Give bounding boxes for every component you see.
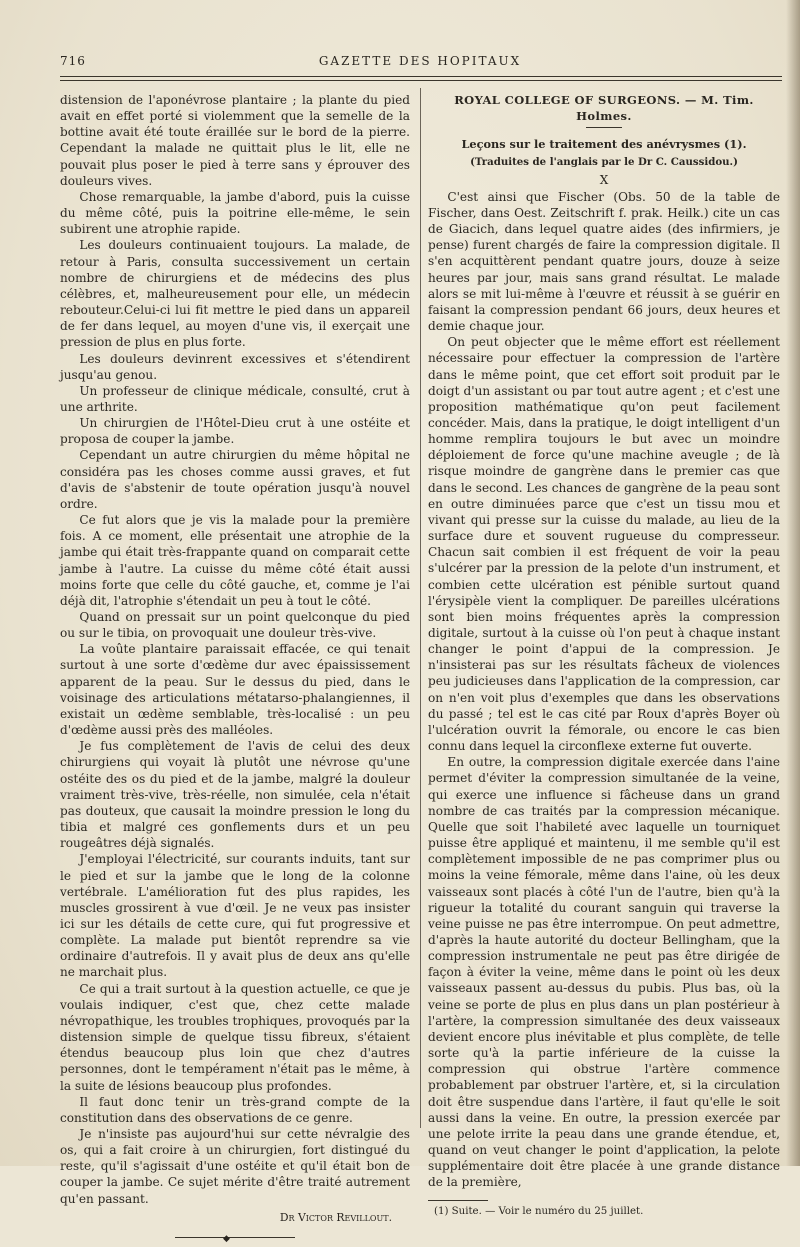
section-rule [586, 127, 622, 128]
paragraph: Quand on pressait sur un point quelconque du pied ou sur le tibia, on provoquait une douleur très-vive. [60, 610, 410, 641]
paragraph: Je fus complètement de l'avis de celui des deux chirurgiens qui voyait là plutôt une névrose qu'une ostéite des os du pied et de la jambe, malgré la douleur vraiment très-vive, très-réelle, non simulée, cela n'était pas douteux, que causait la moindre pression le long du tibia et malgré ces gonflements durs et un peu rougeâtres déjà signalés. [60, 739, 410, 851]
page-number: 716 [60, 54, 86, 68]
ornament-diamond-icon: ◆ [223, 1233, 230, 1244]
right-column [428, 92, 780, 1221]
column-divider [420, 88, 421, 1128]
paragraph: Ce fut alors que je vis la malade pour la première fois. A ce moment, elle présentait une atrophie de la jambe qui était très-frappante quand on comparait cette jambe à l'autre. La cuisse du même côté était aussi moins forte que celle du côté gauche, et, comme je l'ai déjà dit, l'atrophie s'étendait un peu à tout le côté. [60, 513, 410, 608]
left-column [60, 92, 410, 1244]
paragraph: Cependant un autre chirurgien du même hôpital ne considéra pas les choses comme aussi graves, et fut d'avis de s'abstenir de toute opération jusqu'à nouvel ordre. [60, 448, 410, 511]
paragraph: Les douleurs devinrent excessives et s'étendirent jusqu'au genou. [60, 351, 410, 382]
journal-title: GAZETTE DES HOPITAUX [318, 54, 522, 68]
author-signature [60, 1210, 410, 1226]
paragraph: distension de l'aponévrose plantaire ; la plante du pied avait en effet porté si violemment que la semelle de la bottine avait été toute éraillée sur le bord de la pierre. Cependant la malade ne quittait plus le lit, elle ne pouvait plus poser le pied à terre sans y éprouver des douleurs vives. [60, 93, 410, 188]
lecture-numeral: X [599, 172, 609, 187]
header-rule-thin [60, 80, 782, 81]
footnote-rule [428, 1200, 488, 1201]
section-title: ROYAL COLLEGE OF SURGEONS. — M. Tim. Holmes. [454, 93, 754, 124]
paragraph: En outre, la compression digitale exercée dans l'aine permet d'éviter la compression simultanée de la veine, qui exerce une influence si fâcheuse dans un grand nombre de cas traités par la compression mécanique. Quelle que soit l'habileté avec laquelle un tourniquet puisse être appliqué et maintenu, il me semble qu'il est complètement impossible de ne pas comprimer plus ou moins la veine fémorale, même dans l'aine, où les deux vaisseaux sont placés à côté l'un de l'autre, bien qu'à la rigueur la totalité du courant sanguin qui traverse la veine puisse ne pas être interrompue. On peut admettre, d'après la haute autorité du docteur Bellingham, que la compression instrumentale ne peut pas être dirigée de façon à éviter la veine, même dans le point où les deux vaisseaux passent au-dessus du pubis. Plus bas, où la veine se porte de plus en plus dans un plan postérieur à l'artère, la compression simultanée des deux vaisseaux devient encore plus inévitable et plus complète, de telle sorte qu'à la partie inférieure de la cuisse la compression qui obstrue l'artère commence probablement par obstruer l'artère, et, si la circulation doit être suspendue dans l'artère, il faut qu'elle le soit aussi dans la veine. En outre, la pression exercée par une pelote irrite la peau dans une grande étendue, et, quand on veut changer le point d'application, la pelote supplémentaire doit être placée à une grande distance de la première, [428, 755, 780, 1190]
paragraph: Un chirurgien de l'Hôtel-Dieu crut à une ostéite et proposa de couper la jambe. [60, 416, 410, 447]
paragraph: C'est ainsi que Fischer (Obs. 50 de la table de Fischer, dans Oest. Zeitschrift f. prak. Heilk.) cite un cas de Giacich, dans lequel quatre aides (des infirmiers, je pense) furent chargés de faire la compression digitale. Il s'en acquittèrent pendant quatre jours, douze à seize heures par jour, mais sans grand résultat. Le malade alors se mit lui-même à l'œuvre et réussit à se guérir en faisant la compression pendant 66 jours, deux heures et demie chaque jour. [428, 189, 780, 334]
paragraph: La voûte plantaire paraissait effacée, ce qui tenait surtout à une sorte d'œdème dur avec épaississement apparent de la peau. Sur le dessus du pied, dans le voisinage des articulations métatarso-phalangiennes, il existait un œdème semblable, très-localisé : un peu d'œdème aussi près des malléoles. [60, 642, 410, 738]
paragraph: Un professeur de clinique médicale, consulté, crut à une arthrite. [60, 383, 410, 414]
translator-note: (Traduites de l'anglais par le Dr C. Caussidou.) [470, 156, 738, 169]
paragraph: Il faut donc tenir un très-grand compte de la constitution dans des observations de ce genre. [60, 1094, 410, 1125]
header-rule [60, 76, 782, 77]
page-header [60, 54, 780, 74]
paragraph: J'employai l'électricité, sur courants induits, tant sur le pied et sur la jambe que le long de la colonne vertébrale. L'amélioration fut des plus rapides, les muscles grossirent à vue d'œil. Je ne veux pas insister ici sur les détails de cette cure, qui fut progressive et complète. La malade put bientôt reprendre sa vie ordinaire d'autrefois. Il y avait plus de deux ans qu'elle ne marchait plus. [60, 852, 410, 980]
paragraph: On peut objecter que le même effort est réellement nécessaire pour effectuer la compression de l'artère dans le même point, que cet effort soit produit par le doigt d'un assistant ou par tout autre agent ; et c'est une proposition mathématique qu'on peut facilement concéder. Mais, dans la pratique, le doigt intelligent d'un homme remplira toujours le but avec un moindre déploiement de force qu'une machine aveugle ; de là risque moindre de gangrène dans le premier cas que dans le second. Les chances de gangrène de la peau sont en outre diminuées parce que c'est un tissu mou et vivant qui presse sur la cuisse du malade, au lieu de la surface dure et souvent rugueuse du compresseur. Chacun sait combien il est fréquent de voir la peau s'ulcérer par la pression de la pelote d'un instrument, et combien cette ulcération est pénible surtout quand l'érysipèle vient la compliquer. De pareilles ulcérations sont bien moins fréquentes après la compression digitale, surtout à la cuisse où l'on peut à chaque instant changer le point d'appui de la compression. Je n'insisterai pas sur les résultats fâcheux de violences peu judicieuses dans l'application de la compression, car on n'en voit plus d'exemples que dans les observations du passé ; tel est le cas cité par Roux d'après Boyer où l'ulcération ouvrit la fémorale, ou encore le cas bien connu dans lequel la circonflexe externe fut ouverte. [428, 335, 780, 754]
paragraph: Je n'insiste pas aujourd'hui sur cette névralgie des os, qui a fait croire à un chirurgien, fort distingué du reste, qu'il s'agissait d'une ostéite et qu'il était bon de couper la jambe. Ce sujet mérite d'être traité autrement qu'en passant. [60, 1127, 410, 1206]
signature-prefix: Dr [279, 1210, 295, 1224]
end-ornament-rule [175, 1233, 295, 1244]
paragraph: Chose remarquable, la jambe d'abord, puis la cuisse du même côté, puis la poitrine elle-même, le sein subirent une atrophie rapide. [60, 189, 410, 237]
paragraph: Les douleurs continuaient toujours. La malade, de retour à Paris, consulta successivement un certain nombre de chirurgiens et de médecins des plus célèbres, et, malheureusement pour elle, un médecin rebouteur.Celui-ci lui fit mettre le pied dans un appareil de fer dans lequel, au moyen d'une vis, il exerçait une pression de plus en plus forte. [60, 238, 410, 350]
lecture-title: Leçons sur le traitement des anévrysmes (1). [461, 137, 747, 152]
paragraph: Ce qui a trait surtout à la question actuelle, ce que je voulais indiquer, c'est que, chez cette malade névropathique, les troubles trophiques, provoqués par la distension simple de quelque tissu fibreux, s'étaient étendus beaucoup plus loin que chez d'autres personnes, dont le tempérament n'était pas le même, à la suite de lésions beaucoup plus profondes. [60, 981, 410, 1093]
footnote: (1) Suite. — Voir le numéro du 25 juillet. [434, 1206, 644, 1218]
signature-name: Victor Revillout. [297, 1210, 392, 1224]
page-edge-shadow [786, 0, 800, 1166]
